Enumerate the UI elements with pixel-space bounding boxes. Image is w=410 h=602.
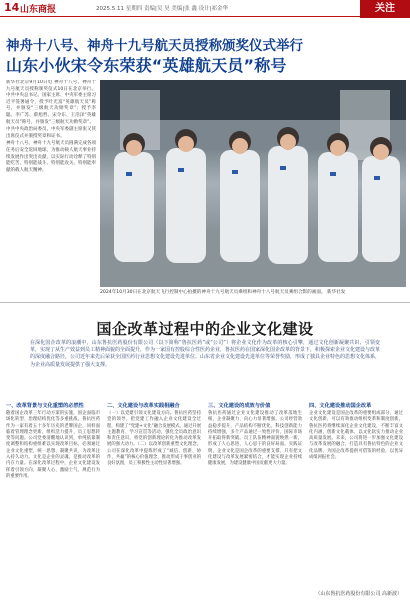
- feature-column: [6, 402, 100, 598]
- column-heading: 四、文化建设推动国企改革: [309, 403, 372, 409]
- feature-column: [208, 402, 302, 598]
- lead-paragraph: 新华社北京9月10日电 神舟十八号、神舟十九号航天员授称颁奖仪式10日在北京举行。中共中央总书记、国家主席、中央军委主席习近平签署通令，授予叶光富“英雄航天员”称号，并颁发“三级航天功勋奖章”；授予李聪、李广苏、蔡旭哲、宋令东、王浩泽“英雄航天员”称号，并颁发“三级航天功勋奖章”。: [6, 80, 96, 125]
- feature-columns: [6, 402, 404, 598]
- article-lead: [6, 80, 96, 298]
- feature-source: （山东鲁抗医药股份有限公司 高新波）: [315, 591, 402, 597]
- page-header: [0, 0, 410, 17]
- photo-illustration: [100, 80, 406, 287]
- paper-name: 山东商报: [20, 5, 57, 15]
- section-divider: [0, 302, 410, 303]
- lead-paragraph: 神舟十八号、神舟十九号航天员圆满完成各项任务后安全返回地球，为推动载人航天事业持续发展作出突出贡献，以实际行动诠释了特别能吃苦、特别能战斗、特别能攻关、特别能奉献的载人航天精神。: [6, 141, 96, 173]
- column-heading: 三、文化建设的成效与价值: [208, 403, 271, 409]
- feature-column: [107, 402, 201, 598]
- column-body: 随着国企改革三年行动方案的实施，国企面临市场化转型、治理结构优化等多重挑战。鲁抗医药作为一家有着五十多年历史的老牌国企，同样面临着管理理念更新、组织活力提升、员工思想转变等问题。公司党委清醒地认识到，单纯依靠制度调整和结构重组难以实现改革目标，必须通过企业文化重塑，统一思想、凝聚共识，为改革注入持久动力。文化是企业的灵魂，是推动改革的内在力量。在深化改革过程中，企业文化建设发挥着引领方向、凝聚人心、激励士气、规范行为的重要作用。: [6, 411, 100, 479]
- feature-intro: 在深化国企改革的浪潮中，山东鲁抗医药股份有限公司（以下简称“鲁抗医药”或“公司”）将企业文化作为改革的核心引擎，通过文化创新凝聚共识、引领变革，实现了从生产效益到员工精神面貌的全面提升，作为一家国有控股综合性医药企业，鲁抗医药在国家深化国企改革的背景下，积极探索企业文化建设与改革的深度融合路径，公司近年来先后荣获全国医药行业思想文化建设先进单位、山东省企业文化建设先进单位等荣誉奖励，形成了独具企业特色的思想文化体系，为企业高质量发展提供了强大支撑。: [30, 340, 381, 368]
- section-tag: 关注: [360, 0, 410, 18]
- photo-caption: 2024年10月30日在北京航天飞行控制中心拍摄的神舟十九号航天员乘组和神舟十八号航天员乘组合影的画面。 新华社发: [100, 290, 346, 295]
- article-kicker: 神舟十八号、神舟十九号航天员授称颁奖仪式举行: [6, 38, 303, 54]
- feature-title: 国企改革过程中的企业文化建设: [96, 320, 314, 338]
- page-number: 14: [4, 1, 20, 14]
- column-body: 鲁抗医药通过企业文化建设推动了改革落地生根，企业凝聚力、向心力显著增强。公司经营效益稳步提升，产品结构不断优化，科技创新能力持续增强，多个产品通过一致性评价，国际市场开拓取得新突破。员工队伍精神面貌焕然一新，形成了人心思进、人心思干的良好局面。实践证明，企业文化是国企改革的重要支撑，只有把文化建设与改革发展紧密结合，才能实现企业持续健康发展，为建设健康中国贡献更大力量。: [208, 411, 302, 467]
- column-body: （一）以党建引领文化建设方向。鲁抗医药坚持党的领导，把党建工作融入企业文化建设全过程，构建了“党建+文化”融合发展模式，通过开展主题教育、学习宣贯等活动，强化全员政治意识和责任意识，将党的创新理论转化为推动改革发展的强大动力。（二）以改革创新重塑文化理念。公司在深化改革中提炼形成了“诚信、创新、协作、共赢”的核心价值理念，推动形成干事创业的良好氛围，员工积极性主动性显著增强。: [107, 411, 201, 467]
- issue-meta: 2025.5.11 星期四 责编|吴 昊 美编|张 鑫 设计|祁金华: [96, 6, 229, 12]
- article-headline: 山东小伙宋令东荣获“英雄航天员”称号: [6, 56, 287, 75]
- column-heading: 一、改革背景与文化重塑的必然性: [6, 403, 84, 409]
- column-body: 企业文化建设是国企改革的重要组成部分，通过文化创新，可以有效推动组织变革和制度创新。鲁抗医药将继续深化企业文化建设，不断丰富文化内涵，创新文化载体，以文化软实力推动企业高质量发展。未来，公司将进一步加强文化建设与改革发展的融合，打造具有鲁抗特色的企业文化品牌，为国企改革提供可借鉴的经验，以优异成绩回报社会。: [309, 411, 403, 461]
- feature-column: [309, 402, 403, 598]
- lead-paragraph: 中共中央政治局委员、中央军委副主席张又侠出席仪式并颁授奖章和证书。: [6, 127, 96, 139]
- column-heading: 二、文化建设与改革实践相融合: [107, 403, 180, 409]
- astronauts-photo: [100, 80, 406, 287]
